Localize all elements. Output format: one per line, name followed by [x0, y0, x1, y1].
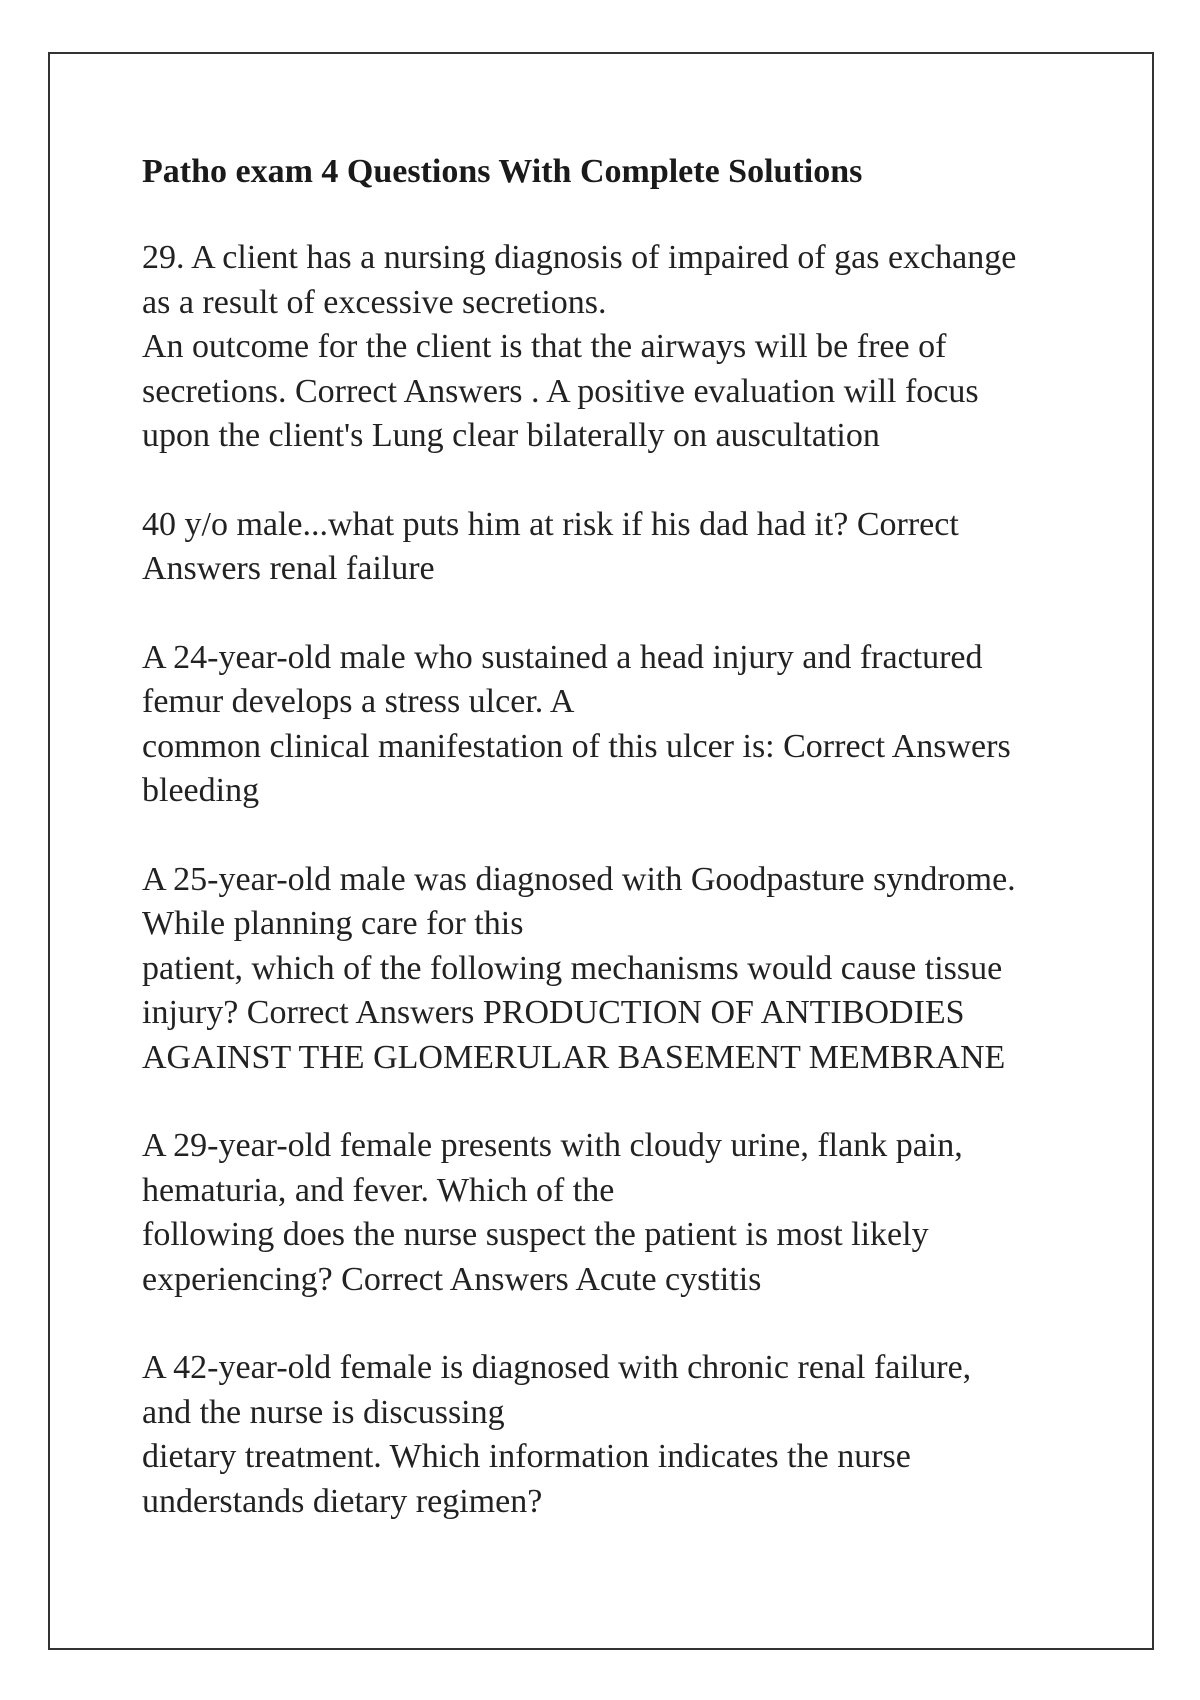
text-line: femur develops a stress ulcer. A: [142, 683, 575, 720]
qa-entry-4: [142, 858, 1072, 1081]
text-line: dietary treatment. Which information indicates the nurse: [142, 1438, 911, 1475]
text-line: patient, which of the following mechanisms would cause tissue: [142, 949, 1003, 987]
text-line: upon the client's Lung clear bilaterally on auscultation: [142, 417, 880, 454]
text-line: A 24-year-old male who sustained a head injury and fractured: [142, 638, 983, 676]
document-title: Patho exam 4 Questions With Complete Solutions: [142, 153, 863, 190]
text-line: A 25-year-old male was diagnosed with Goodpasture syndrome.: [142, 860, 1016, 898]
text-line: secretions. Correct Answers . A positive evaluation will focus: [142, 372, 979, 410]
text-line: While planning care for this: [142, 905, 524, 942]
text-line: and the nurse is discussing: [142, 1393, 505, 1431]
text-line: understands dietary regimen?: [142, 1482, 543, 1520]
text-line: as a result of excessive secretions.: [142, 283, 607, 321]
text-line: experiencing? Correct Answers Acute cystitis: [142, 1260, 762, 1298]
text-line: AGAINST THE GLOMERULAR BASEMENT MEMBRANE: [142, 1038, 1006, 1076]
text-line: following does the nurse suspect the patient is most likely: [142, 1216, 929, 1253]
qa-entry-2: [142, 503, 1072, 592]
text-line: 40 y/o male...what puts him at risk if his dad had it? Correct: [142, 505, 959, 543]
text-line: common clinical manifestation of this ulcer is: Correct Answers: [142, 727, 1011, 765]
text-line: A 29-year-old female presents with cloudy urine, flank pain,: [142, 1127, 963, 1164]
qa-entry-1: [142, 236, 1072, 459]
text-line: injury? Correct Answers PRODUCTION OF ANTIBODIES: [142, 994, 965, 1031]
text-line: hematuria, and fever. Which of the: [142, 1171, 615, 1209]
qa-entry-3: [142, 636, 1072, 814]
text-line: An outcome for the client is that the airways will be free of: [142, 328, 947, 365]
text-line: 29. A client has a nursing diagnosis of impaired of gas exchange: [142, 239, 1017, 276]
text-line: bleeding: [142, 772, 260, 809]
text-line: A 42-year-old female is diagnosed with chronic renal failure,: [142, 1349, 972, 1386]
qa-entry-6: [142, 1346, 1072, 1524]
document-body: [142, 150, 1072, 1568]
qa-entry-5: [142, 1124, 1072, 1302]
text-line: Answers renal failure: [142, 550, 435, 587]
